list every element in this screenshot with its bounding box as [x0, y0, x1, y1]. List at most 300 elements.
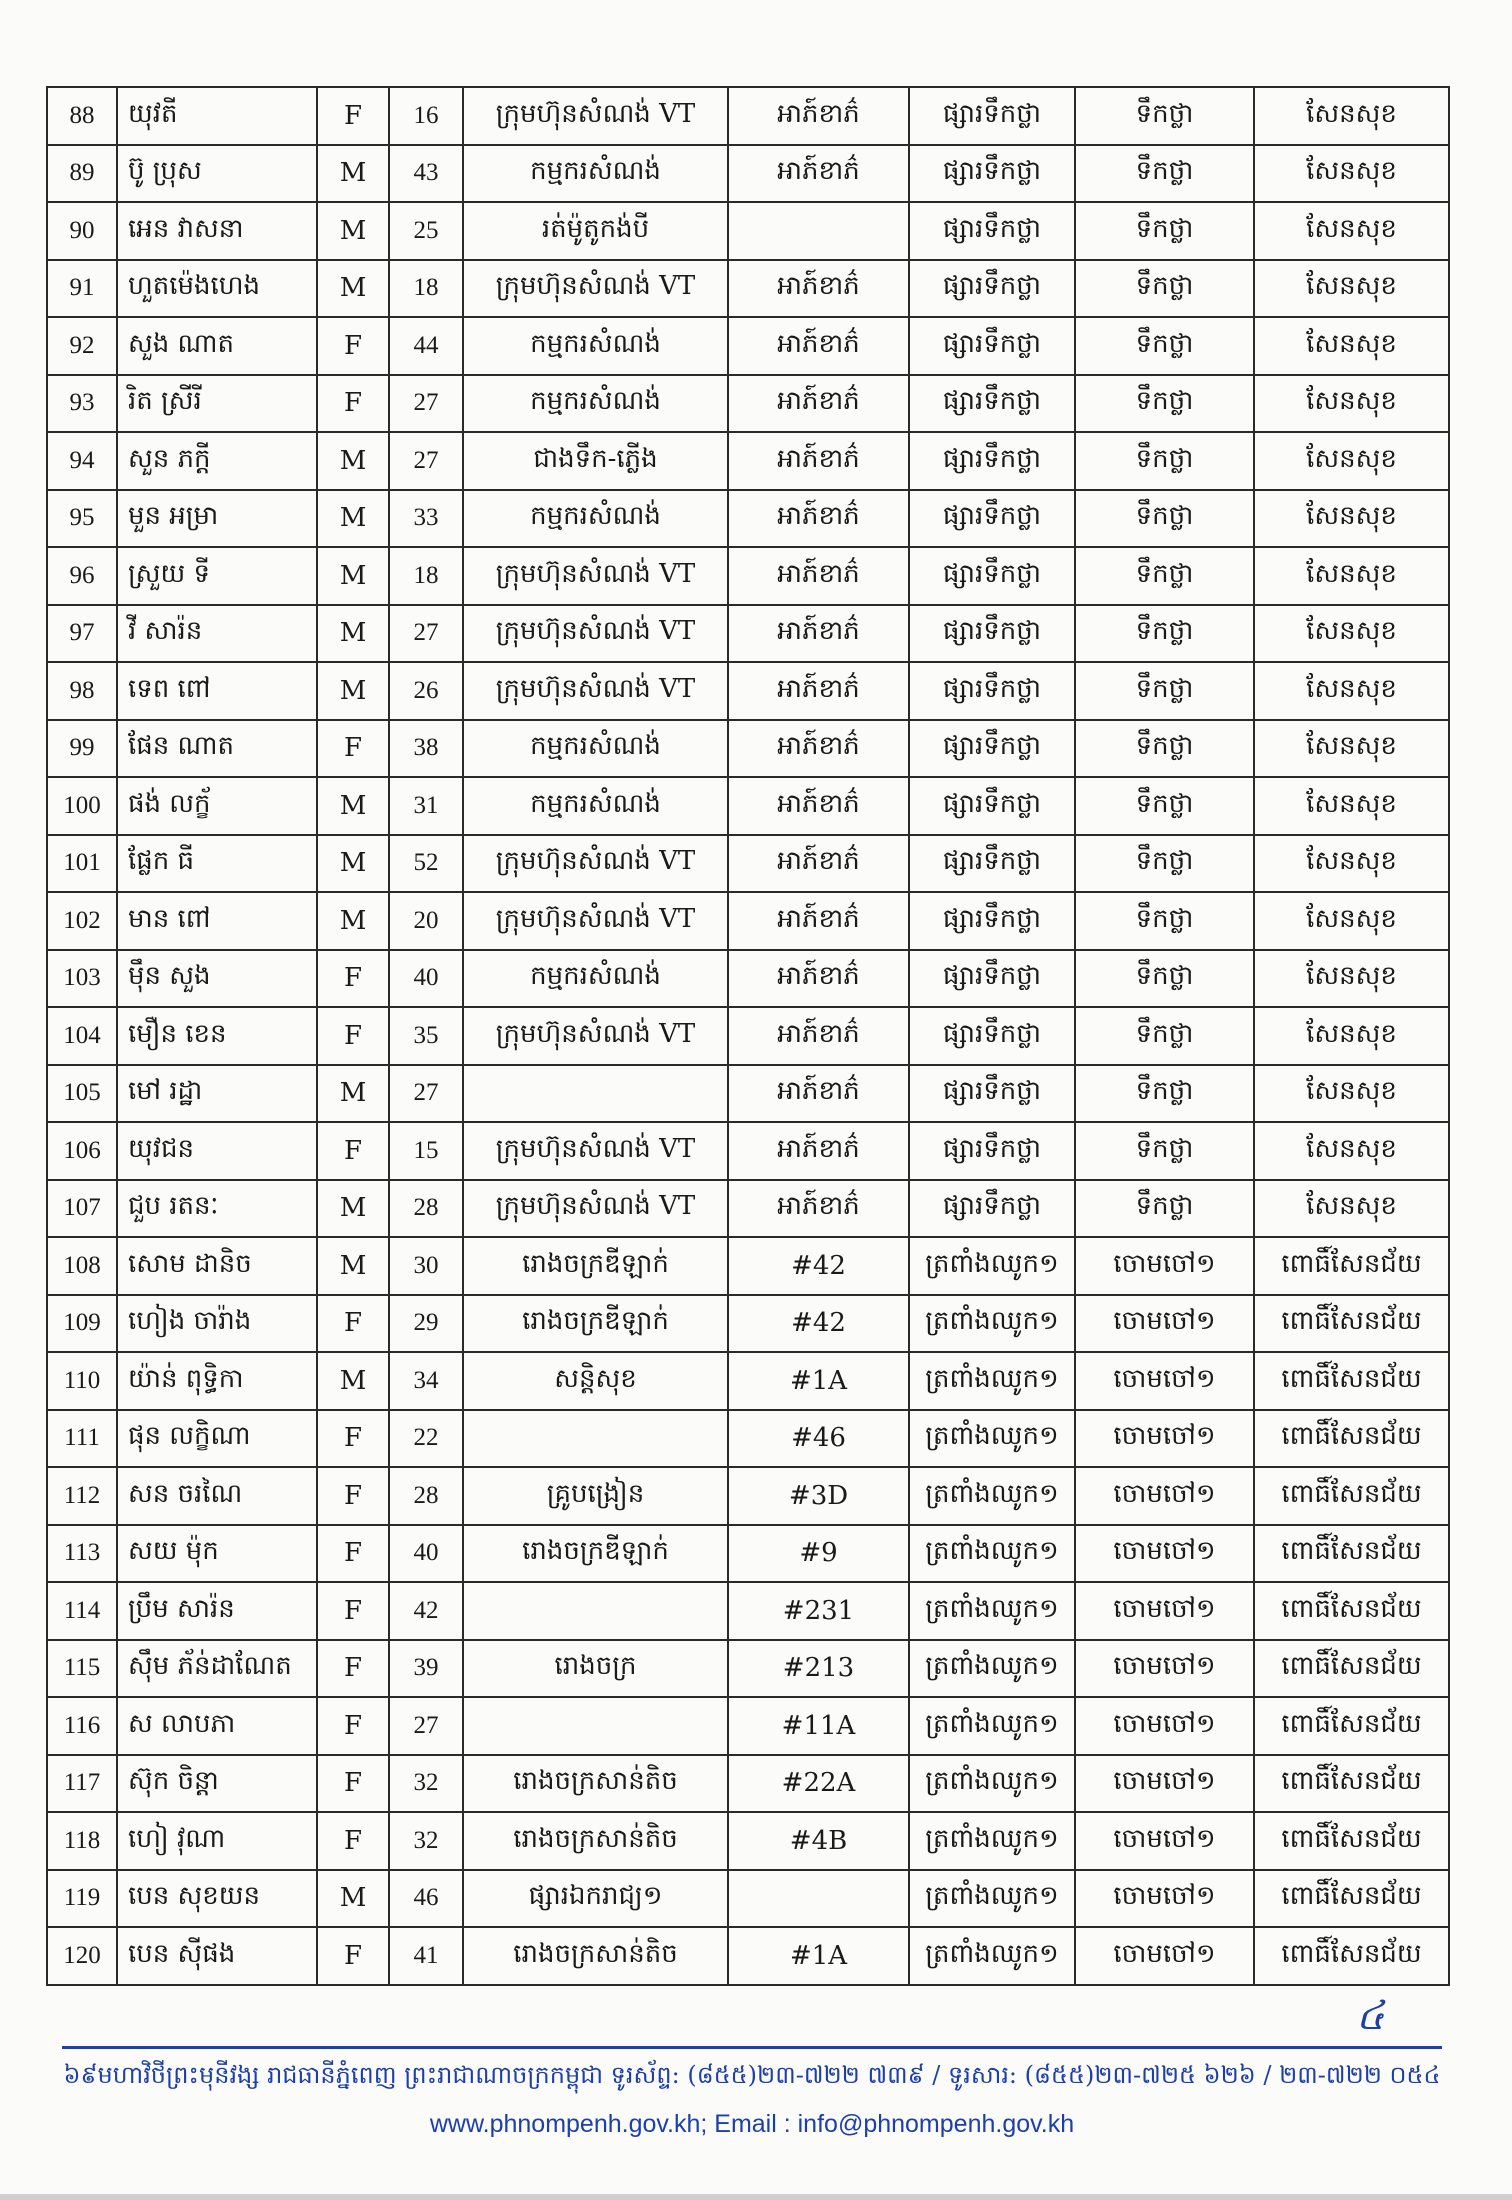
cell-khan: ពោធិ៍សែនជ័យ	[1254, 1582, 1449, 1640]
cell-number: 107	[47, 1180, 117, 1238]
cell-age: 43	[389, 145, 463, 203]
cell-khan: ពោធិ៍សែនជ័យ	[1254, 1410, 1449, 1468]
cell-number: 101	[47, 835, 117, 893]
cell-name: យុវជន	[117, 1122, 317, 1180]
cell-house-no: #42	[728, 1237, 909, 1295]
cell-sangkat: ទឹកថ្លា	[1075, 432, 1254, 490]
cell-sex: M	[317, 260, 389, 318]
cell-sangkat: ចោមចៅ១	[1075, 1640, 1254, 1698]
cell-street: ត្រពាំងឈូក១	[909, 1812, 1075, 1870]
cell-age: 52	[389, 835, 463, 893]
cell-street: ត្រពាំងឈូក១	[909, 1927, 1075, 1985]
cell-street: ផ្សារទឹកថ្លា	[909, 260, 1075, 318]
cell-khan: សែនសុខ	[1254, 835, 1449, 893]
cell-name: ស៊ឹម ភ័ន់ដាណែត	[117, 1640, 317, 1698]
cell-sex: F	[317, 1410, 389, 1468]
cell-khan: ពោធិ៍សែនជ័យ	[1254, 1525, 1449, 1583]
cell-occupation	[463, 1582, 728, 1640]
cell-street: ផ្សារទឹកថ្លា	[909, 777, 1075, 835]
cell-age: 44	[389, 317, 463, 375]
cell-number: 103	[47, 950, 117, 1008]
cell-number: 94	[47, 432, 117, 490]
cell-age: 18	[389, 547, 463, 605]
cell-number: 102	[47, 892, 117, 950]
cell-sangkat: ទឹកថ្លា	[1075, 950, 1254, 1008]
cell-name: មឿន ខេន	[117, 1007, 317, 1065]
cell-number: 89	[47, 145, 117, 203]
cell-occupation: កម្មករសំណង់	[463, 490, 728, 548]
cell-street: ផ្សារទឹកថ្លា	[909, 145, 1075, 203]
cell-age: 42	[389, 1582, 463, 1640]
cell-khan: ពោធិ៍សែនជ័យ	[1254, 1295, 1449, 1353]
table-row	[47, 1065, 1449, 1123]
cell-occupation: ក្រុមហ៊ុនសំណង់ VT	[463, 662, 728, 720]
cell-street: ត្រពាំងឈូក១	[909, 1870, 1075, 1928]
cell-house-no: អាភ៍ខាភ៌	[728, 317, 909, 375]
cell-sex: F	[317, 1007, 389, 1065]
cell-name: ស្រួយ ទី	[117, 547, 317, 605]
cell-occupation: ក្រុមហ៊ុនសំណង់ VT	[463, 835, 728, 893]
table-row	[47, 1697, 1449, 1755]
cell-khan: សែនសុខ	[1254, 547, 1449, 605]
cell-sex: F	[317, 1697, 389, 1755]
cell-age: 27	[389, 432, 463, 490]
cell-sex: F	[317, 1812, 389, 1870]
cell-number: 111	[47, 1410, 117, 1468]
cell-sangkat: ចោមចៅ១	[1075, 1467, 1254, 1525]
cell-name: បេន ស៊ីផង	[117, 1927, 317, 1985]
cell-house-no: #4B	[728, 1812, 909, 1870]
cell-number: 117	[47, 1755, 117, 1813]
cell-occupation: រោងចក្រ	[463, 1640, 728, 1698]
cell-sangkat: ទឹកថ្លា	[1075, 1180, 1254, 1238]
cell-occupation: គ្រូបង្រៀន	[463, 1467, 728, 1525]
cell-occupation: កម្មករសំណង់	[463, 950, 728, 1008]
table-row	[47, 1640, 1449, 1698]
cell-sangkat: ទឹកថ្លា	[1075, 1065, 1254, 1123]
cell-house-no: #9	[728, 1525, 909, 1583]
cell-house-no: អាភ៍ខាភ៌	[728, 835, 909, 893]
cell-sex: F	[317, 1755, 389, 1813]
cell-sangkat: ទឹកថ្លា	[1075, 202, 1254, 260]
cell-number: 105	[47, 1065, 117, 1123]
cell-sex: M	[317, 892, 389, 950]
cell-age: 40	[389, 950, 463, 1008]
cell-age: 31	[389, 777, 463, 835]
cell-occupation: ក្រុមហ៊ុនសំណង់ VT	[463, 605, 728, 663]
cell-occupation: ជាងទឹក-ភ្លើង	[463, 432, 728, 490]
cell-sex: F	[317, 1467, 389, 1525]
cell-sangkat: ទឹកថ្លា	[1075, 662, 1254, 720]
table-row	[47, 662, 1449, 720]
cell-khan: សែនសុខ	[1254, 720, 1449, 778]
cell-number: 114	[47, 1582, 117, 1640]
cell-khan: សែនសុខ	[1254, 1122, 1449, 1180]
cell-occupation: រោងចក្រសាន់តិច	[463, 1812, 728, 1870]
cell-number: 119	[47, 1870, 117, 1928]
cell-sangkat: ទឹកថ្លា	[1075, 835, 1254, 893]
roster-table	[46, 86, 1450, 1986]
cell-khan: សែនសុខ	[1254, 87, 1449, 145]
cell-house-no: #11A	[728, 1697, 909, 1755]
cell-age: 25	[389, 202, 463, 260]
cell-khan: ពោធិ៍សែនជ័យ	[1254, 1640, 1449, 1698]
cell-age: 39	[389, 1640, 463, 1698]
cell-house-no: អាភ៍ខាភ៌	[728, 375, 909, 433]
cell-house-no: អាភ៍ខាភ៌	[728, 432, 909, 490]
cell-occupation: ក្រុមហ៊ុនសំណង់ VT	[463, 892, 728, 950]
cell-age: 26	[389, 662, 463, 720]
cell-sex: M	[317, 1180, 389, 1238]
cell-sangkat: ទឹកថ្លា	[1075, 490, 1254, 548]
cell-street: ផ្សារទឹកថ្លា	[909, 720, 1075, 778]
cell-occupation: ក្រុមហ៊ុនសំណង់ VT	[463, 260, 728, 318]
table-row	[47, 1927, 1449, 1985]
cell-house-no: អាភ៍ខាភ៌	[728, 950, 909, 1008]
cell-occupation: រោងចក្រឌីឡាក់	[463, 1237, 728, 1295]
cell-khan: សែនសុខ	[1254, 892, 1449, 950]
cell-occupation: កម្មករសំណង់	[463, 375, 728, 433]
cell-sex: F	[317, 1582, 389, 1640]
cell-age: 40	[389, 1525, 463, 1583]
cell-street: ត្រពាំងឈូក១	[909, 1467, 1075, 1525]
table-row	[47, 720, 1449, 778]
table-row	[47, 432, 1449, 490]
table-row	[47, 1467, 1449, 1525]
cell-age: 28	[389, 1180, 463, 1238]
cell-khan: ពោធិ៍សែនជ័យ	[1254, 1467, 1449, 1525]
cell-house-no: អាភ៍ខាភ៌	[728, 605, 909, 663]
cell-name: ផែន ណាត	[117, 720, 317, 778]
cell-name: មៅ រដ្ឋា	[117, 1065, 317, 1123]
cell-number: 108	[47, 1237, 117, 1295]
cell-sex: F	[317, 1927, 389, 1985]
footer-contact: www.phnompenh.gov.kh; Email : info@phnompenh.gov.kh	[429, 2110, 1075, 2138]
cell-street: ផ្សារទឹកថ្លា	[909, 1180, 1075, 1238]
cell-street: ត្រពាំងឈូក១	[909, 1295, 1075, 1353]
cell-sangkat: ចោមចៅ១	[1075, 1582, 1254, 1640]
cell-name: សួន ភក្តី	[117, 432, 317, 490]
document-sheet	[46, 86, 1448, 1986]
cell-name: មួន អម្រា	[117, 490, 317, 548]
cell-occupation: រោងចក្រសាន់តិច	[463, 1755, 728, 1813]
cell-name: ស លាបភា	[117, 1697, 317, 1755]
cell-street: ត្រពាំងឈូក១	[909, 1410, 1075, 1468]
cell-name: បេន សុខយន	[117, 1870, 317, 1928]
cell-sangkat: ទឹកថ្លា	[1075, 720, 1254, 778]
cell-name: ម៉ឹន សួង	[117, 950, 317, 1008]
table-row	[47, 260, 1449, 318]
cell-house-no: #1A	[728, 1927, 909, 1985]
cell-street: ផ្សារទឹកថ្លា	[909, 605, 1075, 663]
cell-sangkat: ចោមចៅ១	[1075, 1812, 1254, 1870]
cell-number: 109	[47, 1295, 117, 1353]
cell-house-no: អាភ៍ខាភ៌	[728, 547, 909, 605]
cell-sangkat: ចោមចៅ១	[1075, 1870, 1254, 1928]
cell-sangkat: ចោមចៅ១	[1075, 1410, 1254, 1468]
cell-khan: សែនសុខ	[1254, 777, 1449, 835]
cell-name: ទេព ពៅ	[117, 662, 317, 720]
cell-occupation: កម្មករសំណង់	[463, 777, 728, 835]
cell-sex: F	[317, 720, 389, 778]
cell-khan: សែនសុខ	[1254, 432, 1449, 490]
table-row	[47, 202, 1449, 260]
cell-occupation: រត់ម៉ូតូកង់បី	[463, 202, 728, 260]
cell-street: ផ្សារទឹកថ្លា	[909, 317, 1075, 375]
table-row	[47, 87, 1449, 145]
cell-house-no	[728, 1870, 909, 1928]
cell-khan: ពោធិ៍សែនជ័យ	[1254, 1927, 1449, 1985]
cell-age: 18	[389, 260, 463, 318]
table-row	[47, 1870, 1449, 1928]
cell-occupation	[463, 1065, 728, 1123]
cell-house-no: #3D	[728, 1467, 909, 1525]
cell-number: 116	[47, 1697, 117, 1755]
cell-house-no: អាភ៍ខាភ៌	[728, 260, 909, 318]
cell-age: 32	[389, 1812, 463, 1870]
cell-sex: F	[317, 317, 389, 375]
cell-khan: សែនសុខ	[1254, 317, 1449, 375]
table-row	[47, 1122, 1449, 1180]
cell-street: ត្រពាំងឈូក១	[909, 1755, 1075, 1813]
cell-age: 34	[389, 1352, 463, 1410]
table-row	[47, 1295, 1449, 1353]
cell-sex: F	[317, 375, 389, 433]
cell-sangkat: ទឹកថ្លា	[1075, 1007, 1254, 1065]
cell-street: ផ្សារទឹកថ្លា	[909, 432, 1075, 490]
cell-number: 110	[47, 1352, 117, 1410]
cell-sex: F	[317, 1640, 389, 1698]
cell-sangkat: ទឹកថ្លា	[1075, 260, 1254, 318]
cell-occupation: ក្រុមហ៊ុនសំណង់ VT	[463, 1007, 728, 1065]
cell-number: 96	[47, 547, 117, 605]
cell-house-no: #213	[728, 1640, 909, 1698]
cell-street: ត្រពាំងឈូក១	[909, 1582, 1075, 1640]
cell-occupation: កម្មករសំណង់	[463, 145, 728, 203]
cell-name: យុវតី	[117, 87, 317, 145]
cell-name: ប៊ូ ប្រុស	[117, 145, 317, 203]
table-row	[47, 950, 1449, 1008]
cell-occupation	[463, 1697, 728, 1755]
cell-house-no: អាភ៍ខាភ៌	[728, 145, 909, 203]
cell-age: 38	[389, 720, 463, 778]
cell-age: 35	[389, 1007, 463, 1065]
cell-age: 46	[389, 1870, 463, 1928]
cell-age: 16	[389, 87, 463, 145]
table-row	[47, 1237, 1449, 1295]
cell-sex: F	[317, 1122, 389, 1180]
cell-age: 20	[389, 892, 463, 950]
cell-street: ត្រពាំងឈូក១	[909, 1640, 1075, 1698]
cell-sex: F	[317, 1525, 389, 1583]
cell-sex: M	[317, 835, 389, 893]
cell-house-no: អាភ៍ខាភ៌	[728, 1065, 909, 1123]
cell-house-no: #42	[728, 1295, 909, 1353]
cell-khan: សែនសុខ	[1254, 375, 1449, 433]
cell-name: ផុន លក្ខិណា	[117, 1410, 317, 1468]
cell-house-no: អាភ៍ខាភ៌	[728, 490, 909, 548]
cell-khan: សែនសុខ	[1254, 1180, 1449, 1238]
cell-house-no: អាភ៍ខាភ៌	[728, 1122, 909, 1180]
cell-age: 27	[389, 375, 463, 433]
table-row	[47, 1007, 1449, 1065]
cell-street: ផ្សារទឹកថ្លា	[909, 375, 1075, 433]
table-row	[47, 547, 1449, 605]
cell-house-no: អាភ៍ខាភ៌	[728, 662, 909, 720]
cell-occupation: ក្រុមហ៊ុនសំណង់ VT	[463, 547, 728, 605]
cell-name: ប្រឹម សារ៉ន	[117, 1582, 317, 1640]
cell-khan: សែនសុខ	[1254, 1007, 1449, 1065]
cell-khan: សែនសុខ	[1254, 145, 1449, 203]
table-row	[47, 490, 1449, 548]
cell-number: 113	[47, 1525, 117, 1583]
cell-sangkat: ចោមចៅ១	[1075, 1697, 1254, 1755]
cell-house-no: #46	[728, 1410, 909, 1468]
table-row	[47, 1180, 1449, 1238]
table-row	[47, 892, 1449, 950]
cell-sex: M	[317, 432, 389, 490]
cell-street: ផ្សារទឹកថ្លា	[909, 547, 1075, 605]
cell-number: 118	[47, 1812, 117, 1870]
cell-sex: M	[317, 1870, 389, 1928]
cell-house-no: #231	[728, 1582, 909, 1640]
cell-khan: ពោធិ៍សែនជ័យ	[1254, 1697, 1449, 1755]
cell-house-no: #1A	[728, 1352, 909, 1410]
table-row	[47, 375, 1449, 433]
cell-number: 100	[47, 777, 117, 835]
table-row	[47, 1582, 1449, 1640]
cell-name: អេន វាសនា	[117, 202, 317, 260]
cell-age: 27	[389, 1065, 463, 1123]
table-row	[47, 1352, 1449, 1410]
cell-sex: M	[317, 490, 389, 548]
cell-khan: សែនសុខ	[1254, 950, 1449, 1008]
cell-sex: F	[317, 950, 389, 1008]
cell-house-no: អាភ៍ខាភ៌	[728, 777, 909, 835]
cell-sangkat: ទឹកថ្លា	[1075, 777, 1254, 835]
cell-street: ផ្សារទឹកថ្លា	[909, 835, 1075, 893]
cell-age: 27	[389, 1697, 463, 1755]
table-row	[47, 1755, 1449, 1813]
cell-street: ផ្សារទឹកថ្លា	[909, 202, 1075, 260]
cell-age: 28	[389, 1467, 463, 1525]
cell-occupation	[463, 1410, 728, 1468]
cell-occupation: ផ្សារឯករាជ្យ១	[463, 1870, 728, 1928]
cell-name: មាន ពៅ	[117, 892, 317, 950]
cell-age: 32	[389, 1755, 463, 1813]
cell-khan: ពោធិ៍សែនជ័យ	[1254, 1870, 1449, 1928]
cell-house-no: អាភ៍ខាភ៌	[728, 87, 909, 145]
cell-house-no: អាភ៍ខាភ៌	[728, 892, 909, 950]
cell-age: 27	[389, 605, 463, 663]
cell-occupation: ក្រុមហ៊ុនសំណង់ VT	[463, 87, 728, 145]
cell-name: ហៀង ចារ៉ាង	[117, 1295, 317, 1353]
cell-sangkat: ទឹកថ្លា	[1075, 547, 1254, 605]
cell-house-no: អាភ៍ខាភ៌	[728, 720, 909, 778]
cell-occupation: ក្រុមហ៊ុនសំណង់ VT	[463, 1180, 728, 1238]
cell-sangkat: ទឹកថ្លា	[1075, 87, 1254, 145]
table-row	[47, 145, 1449, 203]
cell-khan: ពោធិ៍សែនជ័យ	[1254, 1352, 1449, 1410]
roster-body	[47, 87, 1449, 1985]
cell-number: 95	[47, 490, 117, 548]
cell-age: 15	[389, 1122, 463, 1180]
cell-sangkat: ទឹកថ្លា	[1075, 605, 1254, 663]
cell-name: យ៉ាន់ ពុទ្ធិកា	[117, 1352, 317, 1410]
cell-street: ផ្សារទឹកថ្លា	[909, 87, 1075, 145]
cell-name: សួង ណាត	[117, 317, 317, 375]
cell-number: 112	[47, 1467, 117, 1525]
cell-sex: M	[317, 605, 389, 663]
cell-number: 120	[47, 1927, 117, 1985]
cell-street: ផ្សារទឹកថ្លា	[909, 490, 1075, 548]
cell-name: ហួតម៉េងហេង	[117, 260, 317, 318]
cell-street: ត្រពាំងឈូក១	[909, 1237, 1075, 1295]
cell-occupation: រោងចក្រឌីឡាក់	[463, 1295, 728, 1353]
cell-khan: សែនសុខ	[1254, 1065, 1449, 1123]
cell-house-no: អាភ៍ខាភ៌	[728, 1007, 909, 1065]
cell-house-no	[728, 202, 909, 260]
cell-age: 29	[389, 1295, 463, 1353]
cell-sangkat: ចោមចៅ១	[1075, 1755, 1254, 1813]
footer-address: ៦៩មហាវិថីព្រះមុនីវង្ស រាជធានីភ្នំពេញ ព្រះរាជាណាចក្រកម្ពុជា ទូរស័ព្ទ: (៨៥៥)២៣-៧២២ ៧៣៩ / ទូរសារ: (៨៥៥)២៣-៧២៥ ៦២៦ / ២៣-៧២២ ០៥៤	[63, 2061, 1441, 2089]
table-row	[47, 317, 1449, 375]
cell-sangkat: ចោមចៅ១	[1075, 1927, 1254, 1985]
table-row	[47, 1525, 1449, 1583]
cell-khan: សែនសុខ	[1254, 605, 1449, 663]
cell-sangkat: ទឹកថ្លា	[1075, 317, 1254, 375]
cell-street: ផ្សារទឹកថ្លា	[909, 892, 1075, 950]
cell-street: ផ្សារទឹកថ្លា	[909, 950, 1075, 1008]
cell-sangkat: ចោមចៅ១	[1075, 1295, 1254, 1353]
cell-sex: M	[317, 547, 389, 605]
cell-khan: សែនសុខ	[1254, 490, 1449, 548]
cell-sangkat: ចោមចៅ១	[1075, 1237, 1254, 1295]
cell-khan: ពោធិ៍សែនជ័យ	[1254, 1755, 1449, 1813]
cell-age: 30	[389, 1237, 463, 1295]
table-row	[47, 1410, 1449, 1468]
cell-sangkat: ទឹកថ្លា	[1075, 145, 1254, 203]
cell-number: 98	[47, 662, 117, 720]
cell-street: ត្រពាំងឈូក១	[909, 1697, 1075, 1755]
page-number-mark: ៤	[1356, 1993, 1385, 2039]
cell-number: 93	[47, 375, 117, 433]
cell-name: ផង់ លក្ខ័	[117, 777, 317, 835]
cell-occupation: រោងចក្រសាន់តិច	[463, 1927, 728, 1985]
cell-sex: M	[317, 145, 389, 203]
cell-khan: សែនសុខ	[1254, 662, 1449, 720]
cell-khan: សែនសុខ	[1254, 260, 1449, 318]
footer-divider	[62, 2046, 1442, 2049]
cell-number: 99	[47, 720, 117, 778]
cell-khan: សែនសុខ	[1254, 202, 1449, 260]
cell-occupation: កម្មករសំណង់	[463, 720, 728, 778]
cell-number: 88	[47, 87, 117, 145]
cell-street: ផ្សារទឹកថ្លា	[909, 1065, 1075, 1123]
cell-sex: F	[317, 87, 389, 145]
cell-street: ផ្សារទឹកថ្លា	[909, 1007, 1075, 1065]
cell-sangkat: ចោមចៅ១	[1075, 1352, 1254, 1410]
cell-age: 22	[389, 1410, 463, 1468]
cell-sex: M	[317, 202, 389, 260]
cell-sangkat: ទឹកថ្លា	[1075, 375, 1254, 433]
table-row	[47, 777, 1449, 835]
cell-street: ត្រពាំងឈូក១	[909, 1352, 1075, 1410]
cell-sangkat: ទឹកថ្លា	[1075, 1122, 1254, 1180]
cell-age: 33	[389, 490, 463, 548]
cell-sex: M	[317, 1352, 389, 1410]
cell-occupation: កម្មករសំណង់	[463, 317, 728, 375]
